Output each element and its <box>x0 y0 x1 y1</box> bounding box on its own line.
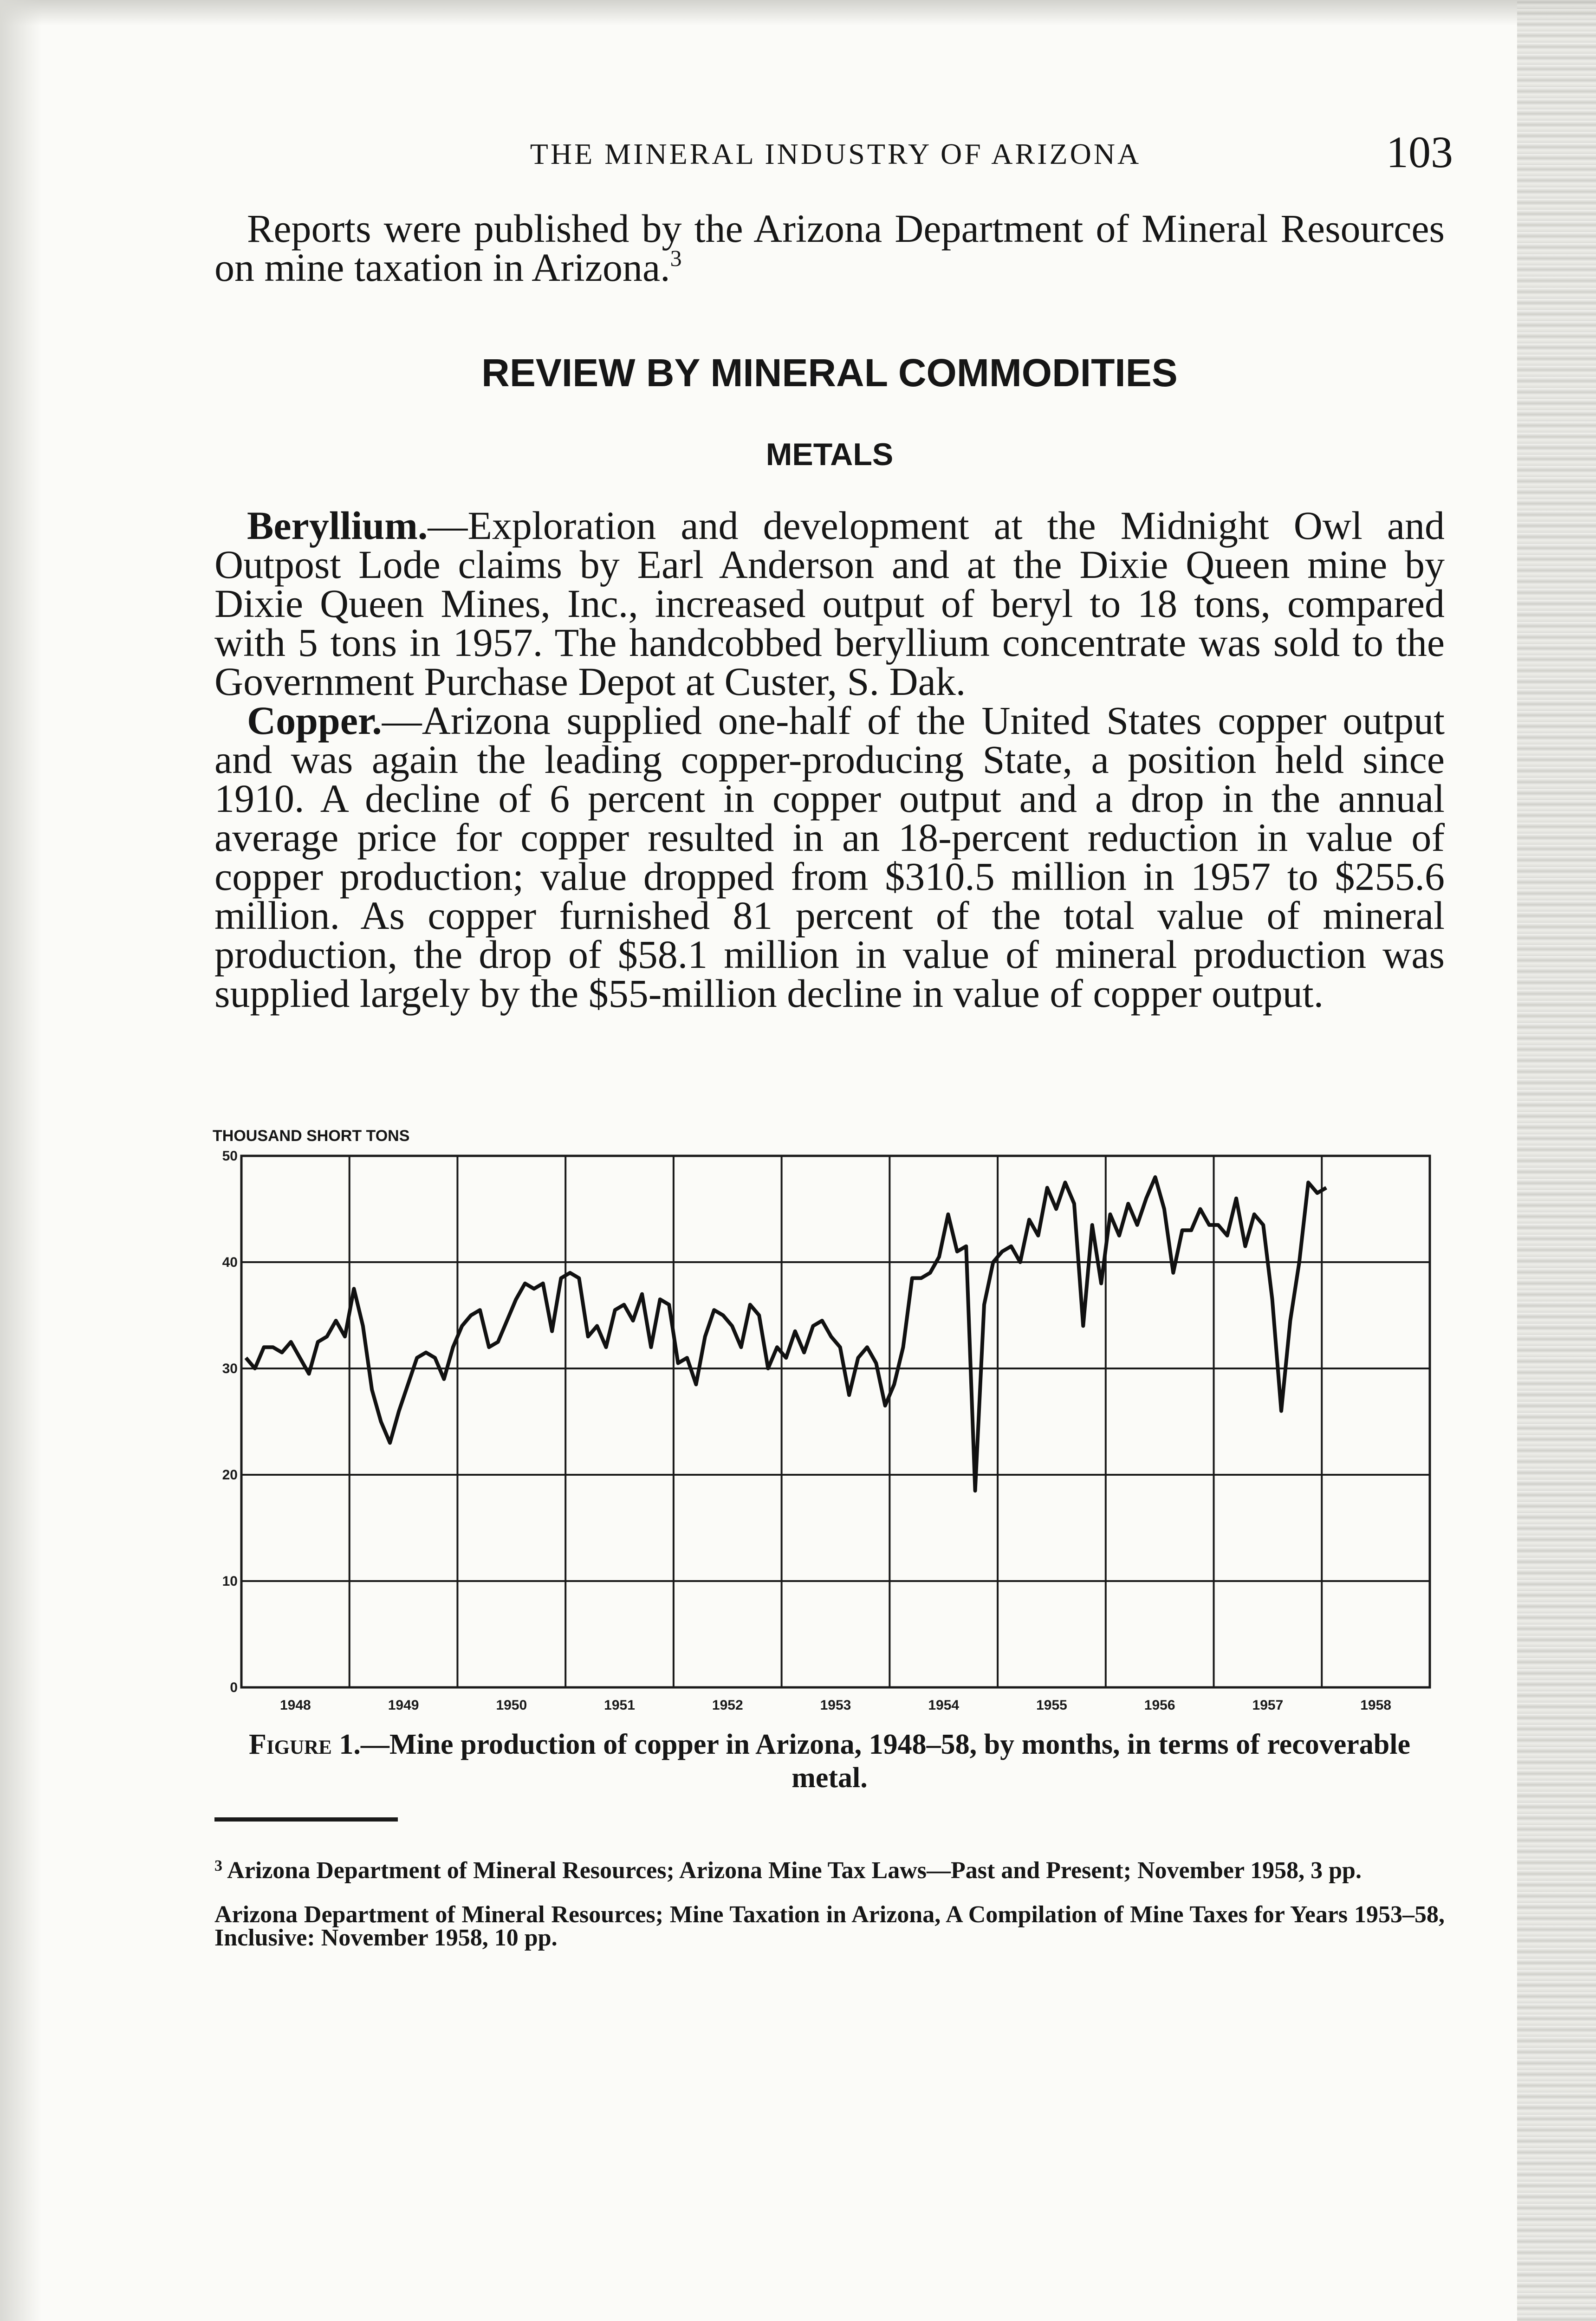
x-tick-label: 1948 <box>279 1698 311 1713</box>
copper-production-line <box>246 1177 1326 1491</box>
figure-caption-text: —Mine production of copper in Arizona, 1948–58, by months, in terms of recoverable metal. <box>360 1729 1411 1794</box>
footnote-1-text: Arizona Department of Mineral Resources; Arizona Mine Tax Laws—Past and Present; November 1958, 3 pp. <box>227 1857 1362 1884</box>
x-tick-label: 1951 <box>604 1698 635 1713</box>
beryllium-paragraph <box>214 503 1445 704</box>
x-tick-label: 1955 <box>1036 1698 1067 1713</box>
x-tick-label: 1949 <box>388 1698 419 1713</box>
x-tick-label: 1958 <box>1360 1698 1392 1713</box>
x-tick-label: 1952 <box>712 1698 743 1713</box>
section-heading-metals: METALS <box>766 437 894 472</box>
footnote-marker: 3 <box>214 1857 222 1874</box>
y-tick-label: 10 <box>222 1574 238 1589</box>
x-tick-label: 1950 <box>496 1698 527 1713</box>
figure-label: Figure 1. <box>248 1729 361 1760</box>
x-tick-label: 1954 <box>928 1698 960 1713</box>
copper-production-chart <box>204 1123 1458 1718</box>
x-tick-label: 1956 <box>1144 1698 1175 1713</box>
chart-svg <box>204 1123 1458 1718</box>
x-tick-label: 1953 <box>820 1698 851 1713</box>
y-axis-label: THOUSAND SHORT TONS <box>213 1127 410 1145</box>
y-tick-label: 0 <box>230 1680 238 1695</box>
running-head: THE MINERAL INDUSTRY OF ARIZONA <box>530 137 1142 170</box>
copper-text: —Arizona supplied one-half of the United States copper output and was again the leading copper-producing State, a position held since 1910. A decline of 6 percent in copper output and a drop in the annual average price for copper resulted in an 18-percent reduction in value of copper production; value dropped from $310.5 million in 1957 to $255.6 million. As copper furnished 81 percent of the total value of mineral production, the drop of $58.1 million in value of mineral production was supplied largely by the $55-million decline in value of copper output. <box>214 698 1445 1016</box>
x-tick-label: 1957 <box>1252 1698 1284 1713</box>
scan-shadow-top <box>0 0 1596 26</box>
y-tick-label: 30 <box>222 1361 238 1376</box>
beryllium-lead: Beryllium. <box>247 503 428 548</box>
page-number: 103 <box>1386 127 1453 177</box>
intro-paragraph <box>214 206 1445 290</box>
y-tick-label: 20 <box>222 1467 238 1483</box>
plot-frame <box>241 1156 1430 1687</box>
copper-paragraph <box>214 698 1445 1016</box>
footnote-1 <box>214 1854 1445 1882</box>
scan-noise-right <box>1517 0 1596 2321</box>
section-heading-review: REVIEW BY MINERAL COMMODITIES <box>481 351 1178 395</box>
footnote-2-text: Arizona Department of Mineral Resources; Mine Taxation in Arizona, A Compilation of Mine Taxes for Years 1953–58, Inclusive: November 1958, 10 pp. <box>214 1901 1445 1951</box>
y-tick-label: 40 <box>222 1255 238 1270</box>
footnote-rule <box>214 1817 398 1822</box>
scan-shadow-left <box>0 0 42 2321</box>
figure-caption <box>214 1728 1445 1795</box>
beryllium-text: —Exploration and development at the Midnight Owl and Outpost Lode claims by Earl Anderson and at the Dixie Queen mine by Dixie Queen Mines, Inc., increased output of beryl to 18 tons, compared with 5 tons in 1957. The handcobbed beryllium concentrate was sold to the Government Purchase Depot at Custer, S. Dak. <box>214 503 1445 704</box>
footnote-2 <box>214 1903 1445 1950</box>
copper-lead: Copper. <box>247 698 382 743</box>
intro-text: Reports were published by the Arizona Department of Mineral Resources on mine taxation in Arizona. <box>214 206 1445 290</box>
y-tick-label: 50 <box>222 1148 238 1164</box>
footnote-ref: 3 <box>670 245 682 271</box>
